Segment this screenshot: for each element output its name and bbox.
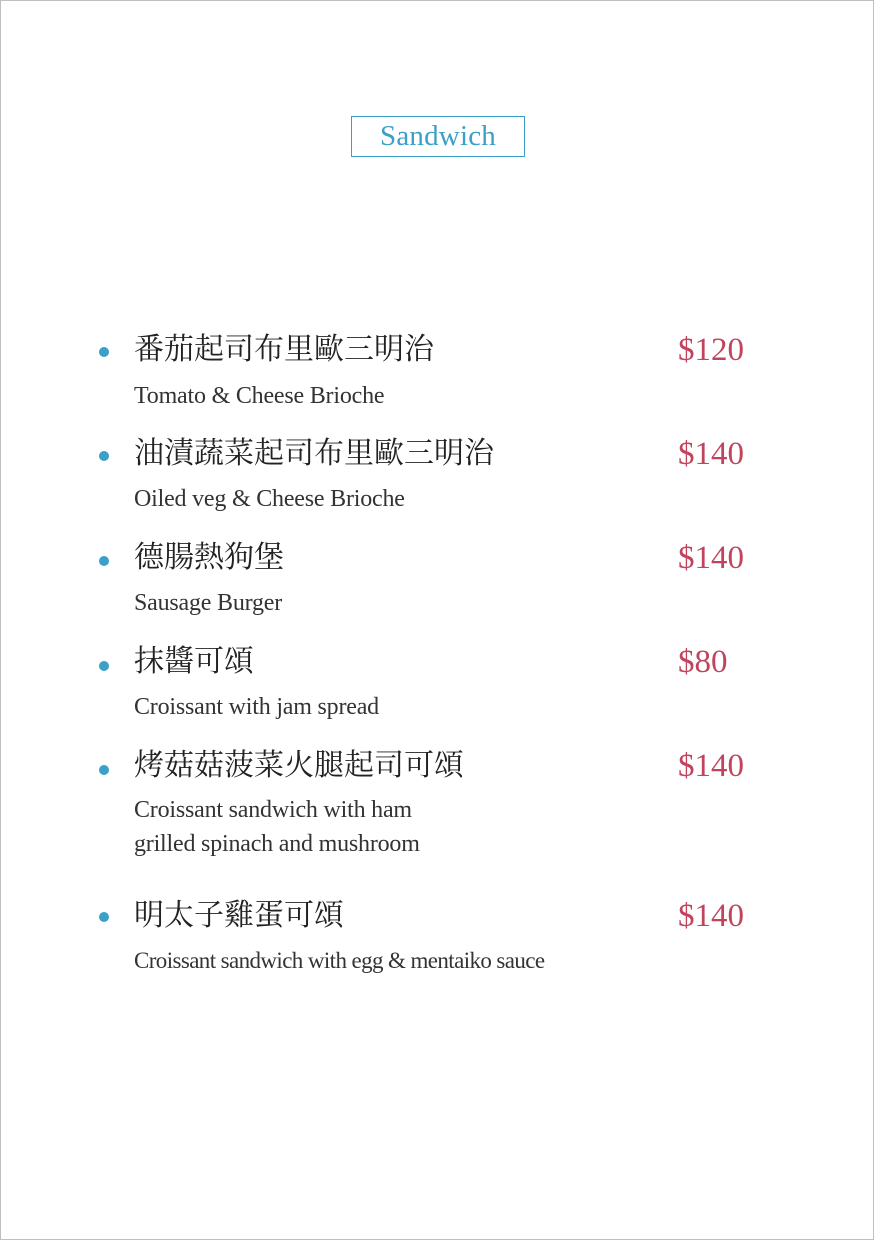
item-price: $140 [678, 898, 744, 934]
item-price: $120 [678, 332, 744, 368]
item-name-en: Croissant with jam spread [134, 694, 379, 720]
item-name-zh: 烤菇菇菠菜火腿起司可頌 [134, 748, 464, 783]
bullet-icon [99, 912, 109, 922]
bullet-icon [99, 556, 109, 566]
bullet-icon [99, 347, 109, 357]
bullet-icon [99, 451, 109, 461]
item-price: $80 [678, 644, 728, 680]
bullet-icon [99, 765, 109, 775]
bullet-icon [99, 661, 109, 671]
item-name-en: Croissant sandwich with ham [134, 797, 412, 823]
item-name-zh: 德腸熱狗堡 [134, 540, 284, 575]
item-name-en-line2: grilled spinach and mushroom [134, 831, 420, 857]
item-price: $140 [678, 436, 744, 472]
item-name-zh: 番茄起司布里歐三明治 [134, 332, 434, 367]
item-name-zh: 油漬蔬菜起司布里歐三明治 [134, 436, 494, 471]
item-name-en: Tomato & Cheese Brioche [134, 383, 385, 409]
item-name-zh: 明太子雞蛋可頌 [134, 898, 344, 933]
section-title-box [351, 116, 525, 157]
section-title: Sandwich [380, 120, 496, 152]
item-name-en: Sausage Burger [134, 590, 283, 616]
item-name-en: Croissant sandwich with egg & mentaiko sauce [134, 948, 545, 973]
item-price: $140 [678, 748, 744, 784]
item-name-zh: 抹醬可頌 [134, 644, 254, 679]
item-price: $140 [678, 540, 744, 576]
item-name-en: Oiled veg & Cheese Brioche [134, 486, 405, 512]
